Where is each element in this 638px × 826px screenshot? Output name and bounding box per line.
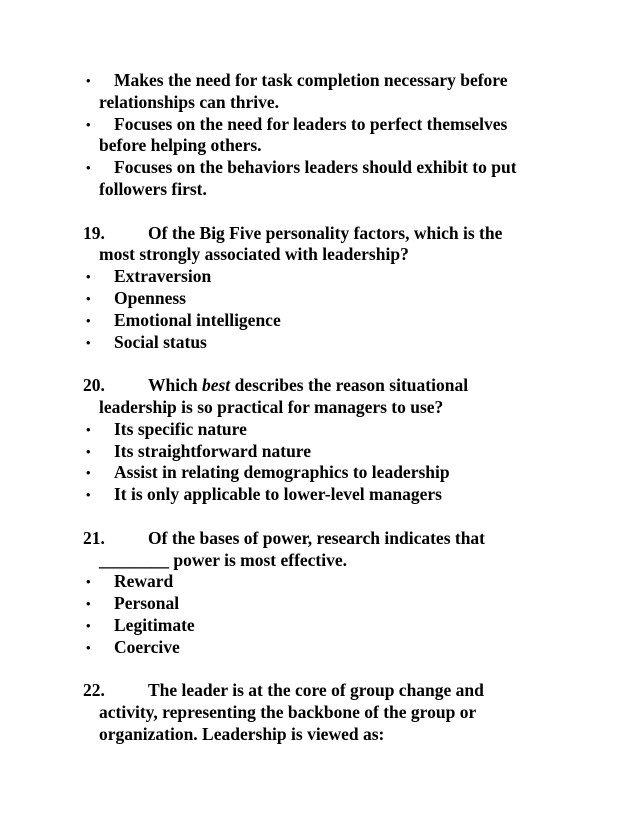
question-19-stem-continuation (0, 244, 638, 266)
option-text-continuation: before helping others. (99, 135, 262, 156)
question-text: Of the bases of power, research indicates that (148, 527, 486, 548)
option-text: Openness (114, 287, 186, 308)
list-item (0, 266, 638, 288)
bullet-icon: • (86, 116, 91, 132)
option-text: Personal (114, 593, 180, 614)
question-text-part: describes the reason situational (230, 375, 469, 396)
list-item (0, 310, 638, 332)
document-page (0, 70, 638, 746)
option-text: Its specific nature (114, 418, 247, 439)
bullet-icon: • (86, 574, 91, 590)
option-text: Social status (114, 331, 207, 352)
question-22-stem (0, 680, 638, 702)
question-text-continuation: organization. Leadership is viewed as: (99, 723, 385, 744)
option-text: Reward (114, 571, 174, 592)
list-item-continuation (0, 92, 638, 114)
list-item (0, 462, 638, 484)
bullet-icon: • (86, 269, 91, 285)
emphasis-text: best (201, 375, 231, 396)
question-number: 21. (83, 527, 105, 548)
question-21-stem (0, 528, 638, 550)
bullet-icon: • (86, 421, 91, 437)
question-text (148, 375, 468, 397)
bullet-icon: • (86, 639, 91, 655)
question-number: 19. (83, 222, 105, 243)
question-text: Of the Big Five personality factors, which is the (148, 222, 503, 243)
list-item (0, 157, 638, 179)
bullet-icon: • (86, 73, 91, 88)
list-item (0, 593, 638, 615)
list-item-continuation (0, 135, 638, 157)
option-text: Focuses on the need for leaders to perfect themselves (114, 113, 508, 134)
option-text-continuation: relationships can thrive. (99, 91, 280, 112)
question-22-stem-continuation (0, 702, 638, 724)
list-item (0, 70, 638, 92)
spacer (0, 201, 638, 223)
question-21-stem-continuation (0, 550, 638, 572)
question-22-stem-continuation (0, 724, 638, 746)
bullet-icon: • (86, 617, 91, 633)
list-item (0, 288, 638, 310)
option-text: Focuses on the behaviors leaders should exhibit to put (114, 157, 517, 178)
option-text: Emotional intelligence (114, 309, 281, 330)
bullet-icon: • (86, 596, 91, 612)
list-item (0, 571, 638, 593)
option-text: Extraversion (114, 266, 212, 287)
bullet-icon: • (86, 160, 91, 176)
list-item (0, 615, 638, 637)
option-text: Assist in relating demographics to leadership (114, 462, 450, 483)
bullet-icon: • (86, 465, 91, 481)
option-text: Makes the need for task completion necessary before (114, 70, 508, 90)
list-item (0, 484, 638, 506)
question-text-part: Which (148, 375, 202, 396)
question-text-continuation: ________ power is most effective. (99, 549, 348, 570)
option-text: Coercive (114, 636, 180, 657)
bullet-icon: • (86, 443, 91, 459)
question-text-continuation: leadership is so practical for managers to use? (99, 396, 444, 417)
list-item (0, 332, 638, 354)
bullet-icon: • (86, 334, 91, 350)
question-number: 22. (83, 680, 105, 701)
question-20-stem (0, 375, 638, 397)
option-text-continuation: followers first. (99, 178, 207, 199)
spacer (0, 353, 638, 375)
option-text: Legitimate (114, 614, 195, 635)
list-item (0, 637, 638, 659)
question-number: 20. (83, 375, 105, 396)
list-item (0, 114, 638, 136)
question-text-continuation: most strongly associated with leadership? (99, 244, 409, 265)
bullet-icon: • (86, 290, 91, 306)
list-item (0, 441, 638, 463)
list-item (0, 419, 638, 441)
option-text: It is only applicable to lower-level managers (114, 484, 442, 505)
question-text-continuation: activity, representing the backbone of the group or (99, 702, 477, 723)
question-text: The leader is at the core of group change and (148, 680, 484, 701)
question-19-stem (0, 223, 638, 245)
spacer (0, 506, 638, 528)
option-text: Its straightforward nature (114, 440, 312, 461)
list-item-continuation (0, 179, 638, 201)
bullet-icon: • (86, 487, 91, 503)
question-20-stem-continuation (0, 397, 638, 419)
bullet-icon: • (86, 312, 91, 328)
spacer (0, 659, 638, 681)
